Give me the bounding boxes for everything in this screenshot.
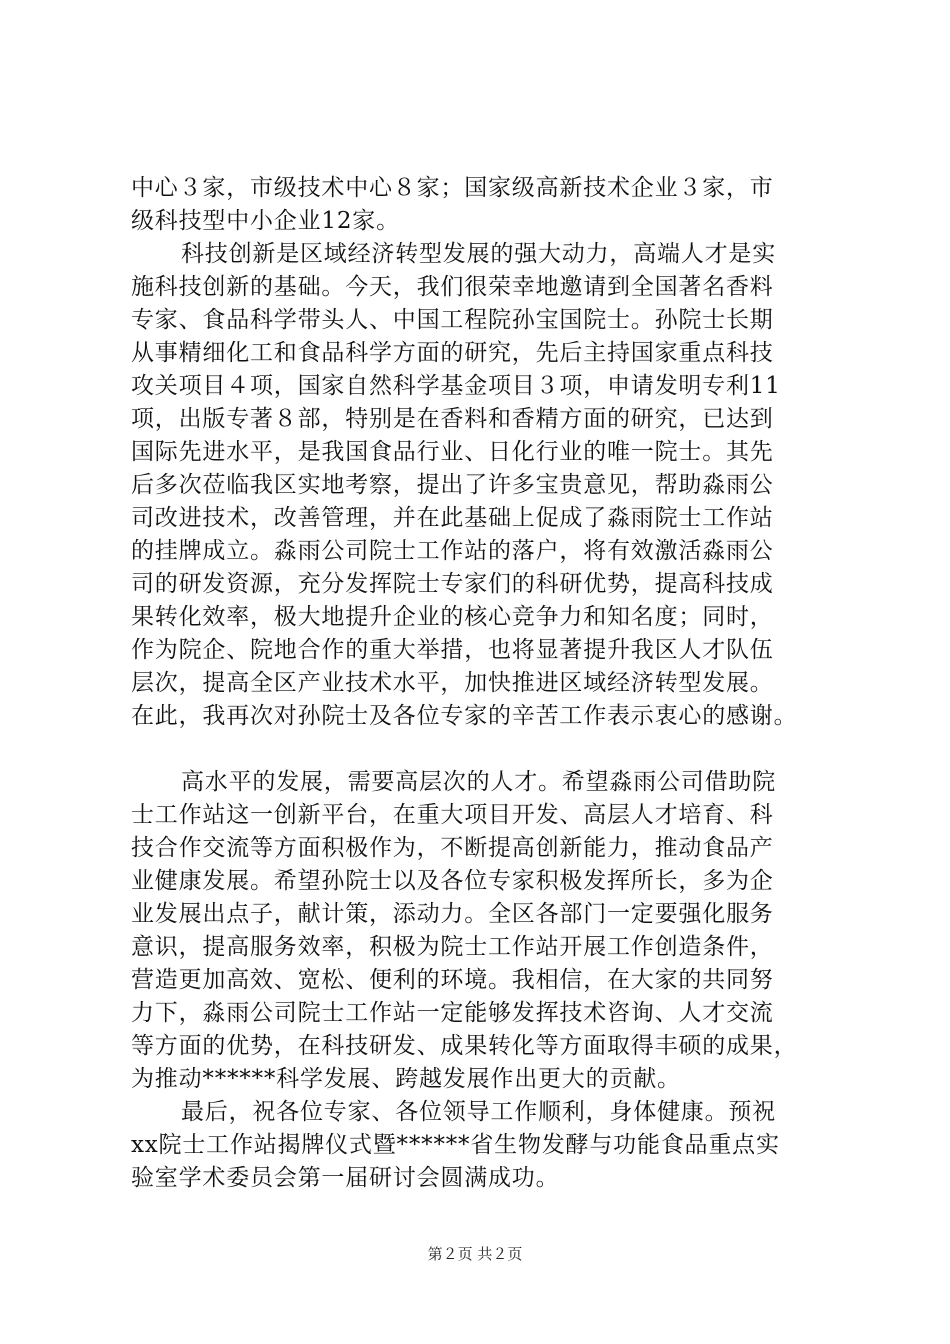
text-line: 施科技创新的基础。今天，我们很荣幸地邀请到全国著名香料 xyxy=(131,274,774,300)
text-line: 从事精细化工和食品科学方面的研究，先后主持国家重点科技 xyxy=(131,340,774,366)
text-line: 营造更加高效、宽松、便利的环境。我相信，在大家的共同努 xyxy=(131,967,774,993)
text-line: xx院士工作站揭牌仪式暨******省生物发酵与功能食品重点实 xyxy=(131,1132,780,1158)
text-line: 果转化效率，极大地提升企业的核心竞争力和知名度；同时， xyxy=(131,604,774,630)
paragraph-start-line: 高水平的发展，需要高层次的人才。希望淼雨公司借助院 xyxy=(181,769,776,795)
blank-line xyxy=(131,733,843,766)
text-line: 验室学术委员会第一届研讨会圆满成功。 xyxy=(131,1165,560,1191)
text-line: 为推动******科学发展、跨越发展作出更大的贡献。 xyxy=(131,1066,681,1092)
text-line: 的挂牌成立。淼雨公司院士工作站的落户，将有效激活淼雨公 xyxy=(131,538,774,564)
text-line: 技合作交流等方面积极作为，不断提高创新能力，推动食品产 xyxy=(131,835,774,861)
text-line: 业发展出点子，献计策，添动力。全区各部门一定要强化服务 xyxy=(131,901,774,927)
text-line: 中心３家，市级技术中心８家；国家级高新技术企业３家，市 xyxy=(131,175,774,201)
page-number-footer: 第２页 共２页 xyxy=(427,1245,523,1263)
text-line: 业健康发展。希望孙院士以及各位专家积极发挥所长，多为企 xyxy=(131,868,774,894)
text-line: 司的研发资源，充分发挥院士专家们的科研优势，提高科技成 xyxy=(131,571,774,597)
body-text xyxy=(131,172,843,1195)
text-line: 力下，淼雨公司院士工作站一定能够发挥技术咨询、人才交流 xyxy=(131,1000,774,1026)
text-line: 攻关项目４项，国家自然科学基金项目３项，申请发明专利11 xyxy=(131,373,781,399)
text-line: 意识，提高服务效率，积极为院士工作站开展工作创造条件， xyxy=(131,934,774,960)
text-line: 专家、食品科学带头人、中国工程院孙宝国院士。孙院士长期 xyxy=(131,307,774,333)
text-line: 等方面的优势，在科技研发、成果转化等方面取得丰硕的成果， xyxy=(131,1033,798,1059)
text-line: 在此，我再次对孙院士及各位专家的辛苦工作表示衷心的感谢。 xyxy=(131,703,798,729)
text-line: 士工作站这一创新平台，在重大项目开发、高层人才培育、科 xyxy=(131,802,774,828)
text-line: 国际先进水平，是我国食品行业、日化行业的唯一院士。其先 xyxy=(131,439,774,465)
text-line: 级科技型中小企业12家。 xyxy=(131,208,400,234)
text-line: 项，出版专著８部，特别是在香料和香精方面的研究，已达到 xyxy=(131,406,774,432)
text-line: 司改进技术，改善管理，并在此基础上促成了淼雨院士工作站 xyxy=(131,505,774,531)
paragraph-start-line: 最后，祝各位专家、各位领导工作顺利，身体健康。预祝 xyxy=(181,1099,776,1125)
text-line: 后多次莅临我区实地考察，提出了许多宝贵意见，帮助淼雨公 xyxy=(131,472,774,498)
text-line: 层次，提高全区产业技术水平，加快推进区域经济转型发展。 xyxy=(131,670,774,696)
text-line: 作为院企、院地合作的重大举措，也将显著提升我区人才队伍 xyxy=(131,637,774,663)
paragraph-start-line: 科技创新是区域经济转型发展的强大动力，高端人才是实 xyxy=(181,241,776,267)
